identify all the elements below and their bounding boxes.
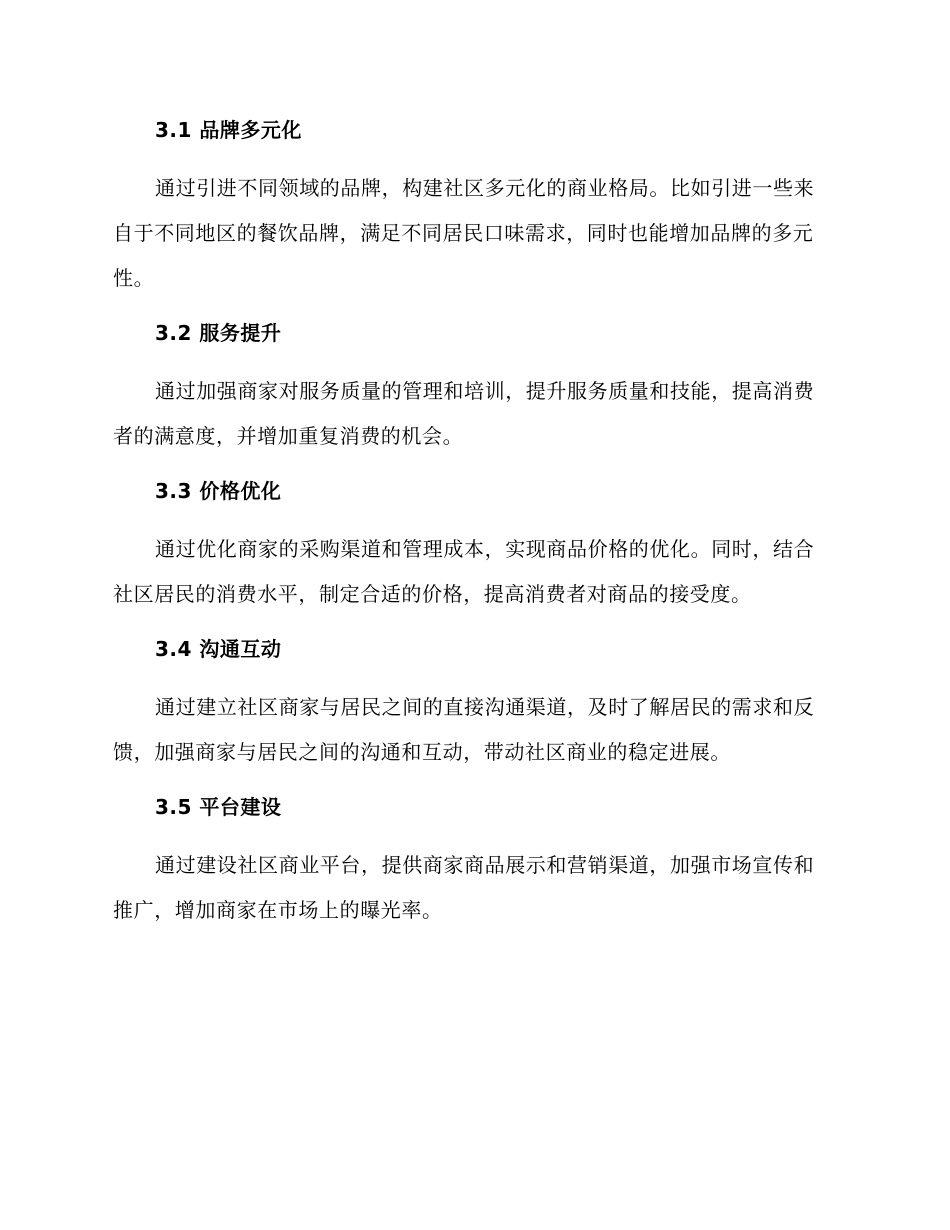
section-paragraph: 通过加强商家对服务质量的管理和培训，提升服务质量和技能，提高消费者的满意度，并增加重复消费的机会。	[113, 379, 815, 448]
section-paragraph: 通过建立社区商家与居民之间的直接沟通渠道，及时了解居民的需求和反馈，加强商家与居民之间的沟通和互动，带动社区商业的稳定进展。	[113, 695, 815, 764]
section-paragraph: 通过建设社区商业平台，提供商家商品展示和营销渠道，加强市场宣传和推广，增加商家在市场上的曝光率。	[113, 853, 815, 922]
section-heading: 3.1 品牌多元化	[155, 118, 302, 142]
section-heading: 3.2 服务提升	[155, 321, 282, 345]
section-heading: 3.5 平台建设	[155, 795, 282, 819]
section-price-optimization	[113, 471, 833, 617]
section-heading: 3.3 价格优化	[155, 479, 282, 503]
section-communication	[113, 629, 833, 775]
section-brand-diversification	[113, 110, 833, 301]
section-paragraph: 通过优化商家的采购渠道和管理成本，实现商品价格的优化。同时，结合社区居民的消费水平，制定合适的价格，提高消费者对商品的接受度。	[113, 537, 815, 606]
document-page	[113, 110, 833, 945]
section-service-improvement	[113, 313, 833, 459]
section-platform-building	[113, 787, 833, 933]
section-heading: 3.4 沟通互动	[155, 637, 282, 661]
section-paragraph: 通过引进不同领域的品牌，构建社区多元化的商业格局。比如引进一些来自于不同地区的餐饮品牌，满足不同居民口味需求，同时也能增加品牌的多元性。	[113, 176, 815, 290]
